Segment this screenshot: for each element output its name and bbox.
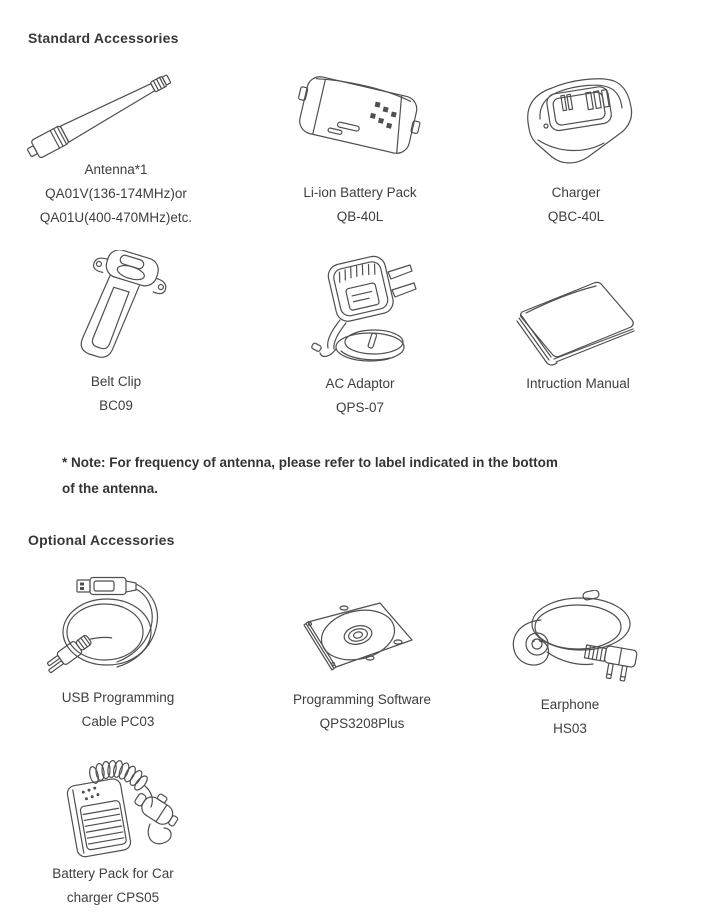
usb-cable-illustration <box>41 574 169 678</box>
car-charger-battery-illustration <box>50 758 186 858</box>
software-cd-caption-line: Programming Software <box>292 692 432 707</box>
antenna-frequency-note <box>62 450 662 502</box>
software-cd-caption <box>272 688 452 736</box>
battery-caption-line: Li-ion Battery Pack <box>303 185 417 200</box>
belt-clip-caption-line: Belt Clip <box>90 374 142 389</box>
antenna-caption <box>26 158 206 230</box>
battery-illustration <box>292 64 424 168</box>
usb-cable-caption <box>28 686 208 734</box>
battery-caption-line: QB-40L <box>336 209 384 224</box>
earphone-caption <box>480 693 660 741</box>
antenna-caption-line: QA01U(400-470MHz)etc. <box>39 210 193 225</box>
belt-clip-caption-line: BC09 <box>99 398 133 413</box>
antenna-caption-line: QA01V(136-174MHz)or <box>45 186 187 201</box>
antenna-caption-line: Antenna*1 <box>84 162 148 177</box>
charger-caption-line: Charger <box>551 185 601 200</box>
earphone-caption-line: Earphone <box>540 697 600 712</box>
earphone-illustration <box>499 590 646 686</box>
charger-caption <box>486 181 666 229</box>
belt-clip-illustration <box>70 250 170 368</box>
note-line: of the antenna. <box>62 481 159 496</box>
standard-accessories-heading: Standard Accessories <box>28 30 179 46</box>
manual-caption-line: Intruction Manual <box>526 376 630 391</box>
car-charger-battery-caption <box>23 862 203 910</box>
usb-cable-caption-line: Cable PC03 <box>81 714 155 729</box>
manual-illustration <box>512 276 640 368</box>
car-charger-battery-caption-line: Battery Pack for Car <box>52 866 174 881</box>
charger-caption-line: QBC-40L <box>547 209 605 224</box>
software-cd-caption-line: QPS3208Plus <box>319 716 405 731</box>
manual-caption <box>488 372 668 396</box>
optional-accessories-heading: Optional Accessories <box>28 532 175 548</box>
software-cd-illustration <box>292 596 418 676</box>
usb-cable-caption-line: USB Programming <box>61 690 175 705</box>
note-line: * Note: For frequency of antenna, please refer to label indicated in the bottom <box>62 455 558 470</box>
ac-adaptor-illustration <box>300 250 422 368</box>
battery-caption <box>270 181 450 229</box>
ac-adaptor-caption <box>270 372 450 420</box>
car-charger-battery-caption-line: charger CPS05 <box>66 890 160 905</box>
ac-adaptor-caption-line: QPS-07 <box>335 400 385 415</box>
antenna-illustration <box>26 62 186 162</box>
earphone-caption-line: HS03 <box>553 721 587 736</box>
belt-clip-caption <box>26 370 206 418</box>
charger-illustration <box>508 64 638 170</box>
ac-adaptor-caption-line: AC Adaptor <box>325 376 395 391</box>
